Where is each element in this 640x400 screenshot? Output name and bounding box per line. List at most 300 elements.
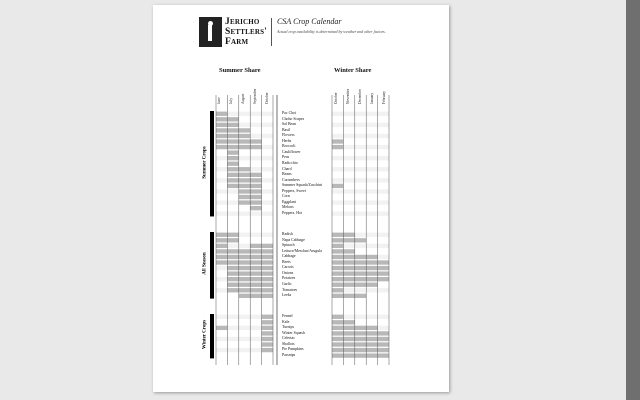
availability-cell [227,112,238,116]
availability-cell [355,195,366,199]
availability-cell [332,145,343,149]
availability-cell [343,244,354,248]
availability-cell [343,189,354,193]
availability-cell [355,238,366,242]
crop-label: Radicchio [282,160,298,165]
availability-cell [343,348,354,352]
availability-cell [250,353,261,357]
availability-cell [378,277,389,281]
availability-cell [378,195,389,199]
availability-cell [250,260,261,264]
winter-share-heading: Winter Share [334,67,372,74]
availability-cell [366,145,377,149]
summer-share-heading: Summer Share [219,67,261,74]
availability-cell [227,277,238,281]
availability-cell [355,283,366,287]
availability-cell [332,238,343,242]
availability-cell [343,283,354,287]
availability-cell [216,212,227,216]
availability-cell [250,238,261,242]
availability-cell [355,128,366,132]
crop-label: Pac Choi [282,111,297,115]
availability-cell [355,260,366,264]
availability-cell [216,195,227,199]
availability-cell [239,212,250,216]
availability-cell [239,271,250,275]
availability-cell [343,233,354,237]
crop-label: Basil [282,127,290,132]
availability-cell [378,150,389,154]
availability-cell [227,156,238,160]
availability-cell [332,271,343,275]
availability-cell [343,167,354,171]
availability-cell [332,156,343,160]
availability-cell [250,315,261,319]
availability-cell [332,128,343,132]
availability-cell [250,294,261,298]
availability-cell [332,266,343,270]
availability-cell [343,178,354,182]
brand-line-2: Settlers' [225,27,268,37]
availability-cell [343,238,354,242]
availability-cell [227,283,238,287]
availability-cell [250,331,261,335]
availability-cell [216,189,227,193]
availability-cell [227,117,238,121]
winter-month-label: February [382,91,386,104]
crop-label: Carrots [282,265,294,270]
availability-cell [343,145,354,149]
availability-cell [239,123,250,127]
availability-cell [378,200,389,204]
availability-cell [366,139,377,143]
availability-cell [378,260,389,264]
availability-cell [216,112,227,116]
availability-cell [355,173,366,177]
availability-cell [378,145,389,149]
availability-cell [332,162,343,166]
crop-label: Peppers, Sweet [282,188,306,193]
availability-cell [343,156,354,160]
document-page [153,5,449,392]
availability-cell [366,249,377,253]
summer-month-label: September [253,88,257,104]
availability-cell [250,145,261,149]
availability-cell [262,337,273,341]
availability-cell [366,123,377,127]
availability-cell [250,337,261,341]
availability-cell [227,249,238,253]
availability-cell [239,283,250,287]
availability-cell [343,260,354,264]
availability-cell [366,255,377,259]
availability-cell [216,342,227,346]
availability-cell [332,173,343,177]
availability-cell [250,134,261,138]
availability-cell [378,283,389,287]
availability-cell [239,134,250,138]
availability-cell [366,320,377,324]
availability-cell [250,342,261,346]
availability-cell [227,320,238,324]
availability-cell [216,173,227,177]
availability-cell [332,249,343,253]
availability-cell [378,139,389,143]
availability-cell [262,342,273,346]
availability-cell [332,348,343,352]
availability-cell [262,271,273,275]
availability-cell [332,195,343,199]
availability-cell [227,353,238,357]
availability-cell [250,184,261,188]
availability-cell [250,173,261,177]
availability-cell [262,266,273,270]
availability-cell [343,134,354,138]
availability-cell [366,260,377,264]
availability-cell [378,156,389,160]
availability-cell [355,117,366,121]
availability-cell [332,294,343,298]
availability-cell [343,342,354,346]
crop-label: Choho Scapes [282,116,305,121]
availability-cell [239,128,250,132]
availability-cell [366,178,377,182]
availability-cell [239,348,250,352]
availability-cell [239,162,250,166]
availability-cell [355,271,366,275]
availability-cell [216,283,227,287]
crop-label: Napa Cabbage [282,237,305,242]
availability-cell [366,266,377,270]
availability-cell [239,173,250,177]
availability-cell [262,348,273,352]
availability-cell [227,337,238,341]
availability-cell [216,156,227,160]
availability-cell [239,277,250,281]
page-subtitle: Actual crop availability is determined by weather and other factors. [277,29,386,34]
availability-cell [239,195,250,199]
availability-cell [250,156,261,160]
section-bar [210,232,214,299]
availability-cell [355,156,366,160]
availability-cell [366,283,377,287]
crop-label: Lettuce/Mesclun/Arugula [282,248,322,253]
winter-month-label: December [358,89,362,104]
availability-cell [378,348,389,352]
availability-cell [239,320,250,324]
availability-cell [332,200,343,204]
availability-cell [343,123,354,127]
availability-cell [378,342,389,346]
availability-cell [262,353,273,357]
crop-label: Summer Squash/Zucchini [282,183,323,188]
availability-cell [216,139,227,143]
availability-cell [332,342,343,346]
availability-cell [216,353,227,357]
availability-cell [366,212,377,216]
availability-cell [355,353,366,357]
availability-cell [355,244,366,248]
availability-cell [332,326,343,330]
availability-cell [216,178,227,182]
availability-cell [343,255,354,259]
availability-cell [239,145,250,149]
crop-label: Shallots [282,341,295,346]
availability-cell [239,326,250,330]
availability-cell [262,320,273,324]
availability-cell [378,271,389,275]
availability-cell [355,277,366,281]
availability-cell [216,150,227,154]
availability-cell [343,320,354,324]
availability-cell [239,117,250,121]
crop-label: Spinach [282,243,295,248]
crop-label: Corn [282,194,290,199]
availability-cell [239,260,250,264]
availability-cell [227,167,238,171]
availability-cell [262,238,273,242]
availability-cell [355,145,366,149]
availability-cell [343,266,354,270]
availability-cell [332,315,343,319]
availability-cell [366,156,377,160]
brand-line-3: Farm [225,37,249,47]
availability-cell [366,184,377,188]
availability-cell [262,162,273,166]
availability-cell [355,320,366,324]
availability-cell [378,123,389,127]
availability-cell [366,150,377,154]
availability-cell [343,277,354,281]
availability-cell [378,249,389,253]
availability-cell [355,200,366,204]
availability-cell [332,117,343,121]
availability-cell [355,233,366,237]
availability-cell [332,167,343,171]
availability-cell [343,150,354,154]
availability-cell [239,150,250,154]
availability-cell [343,206,354,210]
availability-cell [239,178,250,182]
crop-label: Beans [282,172,292,177]
availability-cell [366,117,377,121]
availability-cell [216,134,227,138]
availability-cell [262,173,273,177]
availability-cell [227,123,238,127]
availability-cell [250,277,261,281]
availability-cell [250,244,261,248]
availability-cell [262,244,273,248]
availability-cell [216,238,227,242]
availability-cell [332,337,343,341]
availability-cell [227,150,238,154]
availability-cell [250,139,261,143]
availability-cell [355,134,366,138]
availability-cell [227,331,238,335]
availability-cell [355,167,366,171]
section-bar [210,314,214,358]
availability-cell [216,326,227,330]
availability-cell [378,189,389,193]
availability-cell [262,200,273,204]
availability-cell [227,139,238,143]
availability-cell [216,348,227,352]
availability-cell [378,162,389,166]
availability-cell [227,238,238,242]
availability-cell [343,288,354,292]
availability-cell [227,200,238,204]
availability-cell [355,249,366,253]
availability-cell [227,134,238,138]
availability-cell [355,288,366,292]
availability-cell [227,195,238,199]
availability-cell [343,139,354,143]
availability-cell [262,294,273,298]
availability-cell [216,288,227,292]
window-scrollbar[interactable] [626,0,640,400]
availability-cell [366,277,377,281]
availability-cell [355,162,366,166]
summer-month-label: August [241,93,245,104]
availability-cell [343,249,354,253]
availability-cell [366,162,377,166]
availability-cell [378,178,389,182]
crop-label: Radish [282,232,293,236]
availability-cell [355,315,366,319]
crop-label: Cauliflower [282,149,301,154]
availability-cell [250,150,261,154]
availability-cell [355,112,366,116]
availability-cell [216,331,227,335]
availability-cell [216,294,227,298]
availability-cell [355,123,366,127]
availability-cell [250,112,261,116]
availability-cell [366,315,377,319]
availability-cell [227,288,238,292]
availability-cell [366,288,377,292]
crop-label: Winter Squash [282,330,305,335]
availability-cell [227,260,238,264]
crop-label: Peppers, Hot [282,210,303,215]
availability-cell [250,162,261,166]
crop-label: Sal Bean [282,122,296,127]
winter-month-label: November [346,88,350,104]
availability-cell [239,206,250,210]
availability-cell [227,128,238,132]
availability-cell [378,331,389,335]
crop-label: Herbs [282,138,292,143]
availability-cell [355,266,366,270]
availability-cell [227,255,238,259]
availability-cell [332,134,343,138]
crop-label: Eggplant [282,199,297,204]
availability-cell [332,233,343,237]
availability-cell [343,353,354,357]
availability-cell [332,277,343,281]
availability-cell [355,139,366,143]
availability-cell [332,260,343,264]
availability-cell [332,189,343,193]
summer-month-label: October [265,92,269,104]
availability-cell [343,271,354,275]
availability-cell [216,162,227,166]
availability-cell [355,326,366,330]
brand-line-1: Jericho [225,17,260,27]
availability-cell [355,178,366,182]
crop-label: Chard [282,166,292,171]
availability-cell [378,288,389,292]
availability-cell [332,288,343,292]
availability-cell [343,173,354,177]
availability-cell [250,348,261,352]
availability-cell [366,326,377,330]
availability-cell [343,112,354,116]
availability-cell [332,178,343,182]
availability-cell [366,206,377,210]
availability-cell [227,162,238,166]
availability-cell [250,123,261,127]
availability-cell [227,244,238,248]
availability-cell [227,212,238,216]
availability-cell [262,134,273,138]
availability-cell [262,189,273,193]
availability-cell [378,128,389,132]
availability-cell [262,195,273,199]
availability-cell [366,189,377,193]
availability-cell [355,294,366,298]
availability-cell [332,112,343,116]
availability-cell [262,331,273,335]
availability-cell [366,337,377,341]
availability-cell [216,271,227,275]
crop-label: Flowers [282,133,295,138]
availability-cell [227,271,238,275]
winter-month-label: October [334,92,338,104]
availability-cell [216,233,227,237]
availability-cell [239,139,250,143]
availability-cell [216,255,227,259]
availability-cell [378,326,389,330]
availability-cell [378,315,389,319]
availability-cell [355,255,366,259]
availability-cell [250,255,261,259]
availability-cell [239,337,250,341]
crop-label: Garlic [282,281,292,286]
page-title: CSA Crop Calendar [277,17,342,26]
availability-cell [239,315,250,319]
availability-cell [262,128,273,132]
availability-cell [366,331,377,335]
availability-cell [216,315,227,319]
availability-cell [262,315,273,319]
crop-label: Kale [282,319,290,324]
availability-cell [239,249,250,253]
availability-cell [378,294,389,298]
availability-cell [227,233,238,237]
availability-cell [239,112,250,116]
availability-cell [216,266,227,270]
availability-cell [227,189,238,193]
availability-cell [378,167,389,171]
availability-cell [239,167,250,171]
availability-cell [262,123,273,127]
availability-cell [366,244,377,248]
availability-cell [332,184,343,188]
availability-cell [378,134,389,138]
availability-cell [239,244,250,248]
availability-cell [355,184,366,188]
availability-cell [332,139,343,143]
